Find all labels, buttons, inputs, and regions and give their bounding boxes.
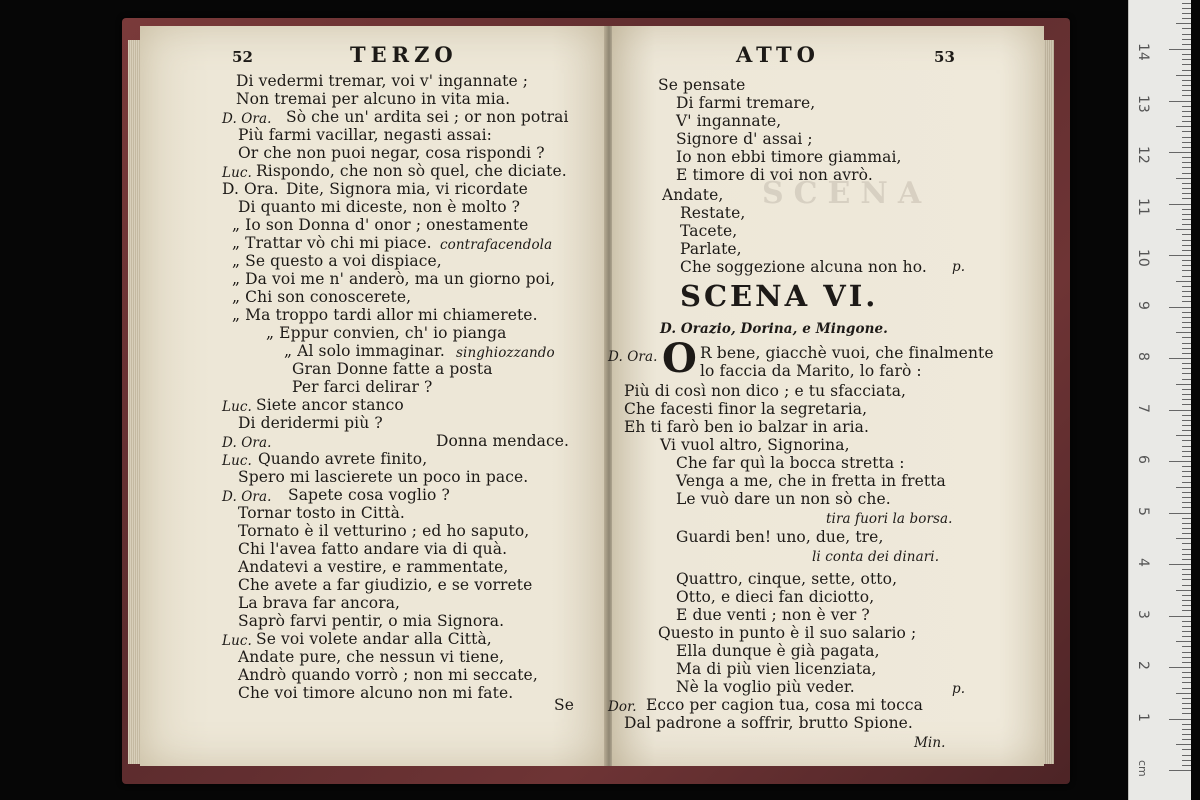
ruler-tick [1182, 59, 1191, 60]
verse-line: Per farci delirar ? [292, 378, 433, 396]
ruler-tick [1169, 770, 1191, 771]
ruler-tick [1176, 590, 1191, 591]
ruler-tick [1169, 461, 1191, 462]
speaker: Luc. [222, 453, 252, 469]
ruler-tick [1182, 54, 1191, 55]
ruler-tick [1182, 574, 1191, 575]
ruler-tick [1182, 708, 1191, 709]
scene-characters: D. Orazio, Dorina, e Mingone. [660, 321, 888, 337]
ruler-tick [1182, 543, 1191, 544]
ruler-tick [1182, 343, 1191, 344]
ruler-tick [1169, 358, 1191, 359]
stage-direction: li conta dei dinari. [812, 549, 940, 565]
verse-line: Di farmi tremare, [676, 94, 816, 112]
verse-line: Sò che un' ardita sei ; or non potrai [286, 108, 569, 126]
ruler-number: 4 [1135, 558, 1151, 567]
verse-line: Questo in punto è il suo salario ; [658, 624, 917, 642]
ruler-tick [1182, 595, 1191, 596]
ruler-tick [1182, 34, 1191, 35]
verse-line: Più farmi vacillar, negasti assai: [238, 126, 492, 144]
ruler-tick [1182, 188, 1191, 189]
verse-line: Andate pure, che nessun vi tiene, [238, 648, 505, 666]
verse-line: La brava far ancora, [238, 594, 401, 612]
ruler-tick [1182, 173, 1191, 174]
ruler-tick [1182, 610, 1191, 611]
ruler-tick [1182, 245, 1191, 246]
ruler-tick [1176, 744, 1191, 745]
ruler-tick [1182, 600, 1191, 601]
verse-line: Siete ancor stanco [256, 396, 404, 414]
ruler-tick [1182, 147, 1191, 148]
ruler-number: 8 [1135, 352, 1151, 361]
catchword: Min. [914, 735, 946, 751]
ruler-tick [1182, 373, 1191, 374]
verse-line: Ecco per cagion tua, cosa mi tocca [646, 696, 923, 714]
ruler-number: 13 [1135, 94, 1151, 113]
ruler-tick [1169, 410, 1191, 411]
verse-line: Spero mi lascierete un poco in pace. [238, 468, 529, 486]
verse-line: „ Eppur convien, ch' io pianga [266, 324, 507, 342]
ruler-number: 11 [1135, 197, 1151, 216]
measuring-ruler [1128, 0, 1191, 800]
ruler-tick [1182, 389, 1191, 390]
ruler-number: 3 [1135, 609, 1151, 619]
parte-mark: p. [952, 259, 966, 275]
ruler-number: 12 [1135, 146, 1151, 164]
ruler-tick [1182, 646, 1191, 647]
ruler-tick [1182, 240, 1191, 241]
ruler-tick [1182, 167, 1191, 168]
ruler-tick [1182, 28, 1191, 29]
ruler-tick [1169, 307, 1191, 308]
verse-line: E timore di voi non avrò. [676, 166, 873, 184]
ruler-tick [1182, 301, 1191, 302]
ruler-tick [1169, 255, 1191, 256]
ruler-number: 10 [1135, 249, 1151, 267]
verse-line: Che soggezione alcuna non ho. [680, 258, 927, 276]
verse-line: Guardi ben! uno, due, tre, [676, 528, 884, 546]
ruler-tick [1182, 224, 1191, 225]
ruler-tick [1182, 657, 1191, 658]
ruler-tick [1176, 435, 1191, 436]
ruler-tick [1182, 497, 1191, 498]
ruler-tick [1169, 719, 1191, 720]
ruler-tick [1182, 652, 1191, 653]
ruler-tick [1182, 121, 1191, 122]
verse-line: Di deridermi più ? [238, 414, 383, 432]
verse-line: Nè la voglio più veder. [676, 678, 855, 696]
ruler-unit: cm [1136, 760, 1149, 777]
verse-line: Tornato è il vetturino ; ed ho saputo, [238, 522, 530, 540]
stage-direction: contrafacendola [440, 237, 553, 253]
verse-line: V' ingannate, [676, 112, 782, 130]
ruler-tick [1182, 430, 1191, 431]
ruler-tick [1182, 662, 1191, 663]
verse-line: Ma di più vien licenziata, [676, 660, 877, 678]
speaker: Luc. [222, 633, 252, 649]
speaker: D. Ora. [222, 489, 272, 505]
verse-line: Di quanto mi diceste, non è molto ? [238, 198, 521, 216]
ruler-tick [1182, 554, 1191, 555]
verse-line: Non tremai per alcuno in vita mia. [236, 90, 511, 108]
verse-line: Gran Donne fatte a posta [292, 360, 493, 378]
verse-line: Le vuò dare un non sò che. [676, 490, 891, 508]
running-head: TERZO [350, 42, 458, 67]
ruler-tick [1176, 75, 1191, 76]
verse-line: Che far quì la bocca stretta : [676, 454, 905, 472]
page-number: 52 [232, 48, 254, 66]
verse-line: „ Ma troppo tardi allor mi chiamerete. [232, 306, 538, 324]
ruler-tick [1169, 616, 1191, 617]
verse-line: „ Chi son conoscerete, [232, 288, 412, 306]
ruler-tick [1176, 487, 1191, 488]
ruler-tick [1182, 492, 1191, 493]
ruler-tick [1182, 734, 1191, 735]
verse-line: Donna mendace. [436, 432, 570, 450]
verse-line: Saprò farvi pentir, o mia Signora. [238, 612, 505, 630]
verse-line: Che voi timore alcuno non mi fate. [238, 684, 514, 702]
ruler-tick [1182, 636, 1191, 637]
verse-line: Che avete a far giudizio, e se vorrete [238, 576, 533, 594]
verse-line: Dite, Signora mia, vi ricordate [286, 180, 528, 198]
verse-line: „ Trattar vò chi mi piace. [232, 234, 432, 252]
verse-line: „ Se questo a voi dispiace, [232, 252, 442, 270]
ruler-tick [1182, 183, 1191, 184]
ruler-tick [1169, 204, 1191, 205]
ruler-tick [1182, 95, 1191, 96]
verse-line: Di vedermi tremar, voi v' ingannate ; [236, 72, 529, 90]
ruler-tick [1182, 569, 1191, 570]
verse-line: Venga a me, che in fretta in fretta [676, 472, 946, 490]
ruler-tick [1182, 276, 1191, 277]
ruler-tick [1182, 337, 1191, 338]
ruler-tick [1182, 585, 1191, 586]
speaker: D. Ora. [608, 349, 658, 365]
verse-line: Andatevi a vestire, e rammentate, [238, 558, 509, 576]
ruler-tick [1182, 322, 1191, 323]
ruler-tick [1182, 440, 1191, 441]
speaker: Luc. [222, 399, 252, 415]
verse-line: R bene, giacchè vuoi, che finalmente [700, 344, 994, 362]
ruler-number: 14 [1135, 43, 1151, 61]
ruler-tick [1182, 270, 1191, 271]
ruler-tick [1182, 682, 1191, 683]
ruler-number: 5 [1135, 506, 1151, 516]
ruler-tick [1176, 126, 1191, 127]
ruler-number: 7 [1135, 403, 1151, 413]
speaker: D. Ora. [222, 180, 279, 198]
ruler-tick [1182, 317, 1191, 318]
ruler-tick [1176, 332, 1191, 333]
ruler-tick [1182, 404, 1191, 405]
ruler-tick [1182, 327, 1191, 328]
ruler-tick [1182, 476, 1191, 477]
ruler-tick [1176, 384, 1191, 385]
ruler-tick [1182, 363, 1191, 364]
ruler-tick [1182, 234, 1191, 235]
ruler-tick [1182, 549, 1191, 550]
verse-line: „ Da voi me n' anderò, ma un giorno poi, [232, 270, 556, 288]
verse-line: Quattro, cinque, sette, otto, [676, 570, 898, 588]
ruler-tick [1169, 564, 1191, 565]
verse-line: Se voi volete andar alla Città, [256, 630, 492, 648]
ruler-tick [1182, 162, 1191, 163]
speaker: D. Ora. [222, 435, 272, 451]
ruler-tick [1182, 116, 1191, 117]
ruler-tick [1182, 415, 1191, 416]
ruler-tick [1182, 3, 1191, 4]
ruler-tick [1182, 528, 1191, 529]
ruler-tick [1176, 538, 1191, 539]
verse-line: Più di così non dico ; e tu sfacciata, [624, 382, 907, 400]
ruler-number: 6 [1135, 455, 1151, 464]
ruler-tick [1182, 250, 1191, 251]
verse-line: Otto, e dieci fan diciotto, [676, 588, 875, 606]
ruler-tick [1182, 80, 1191, 81]
speaker: D. Ora. [222, 111, 272, 127]
ruler-tick [1182, 394, 1191, 395]
ruler-tick [1182, 760, 1191, 761]
verse-line: Parlate, [680, 240, 742, 258]
ruler-tick [1182, 765, 1191, 766]
ruler-number: 1 [1135, 712, 1151, 722]
ruler-tick [1182, 724, 1191, 725]
ruler-tick [1182, 353, 1191, 354]
verse-line: Andrò quando vorrò ; non mi seccate, [238, 666, 538, 684]
ruler-tick [1182, 672, 1191, 673]
ruler-tick [1182, 425, 1191, 426]
verse-line: Se pensate [658, 76, 746, 94]
ruler-tick [1182, 626, 1191, 627]
verse-line: Andate, [662, 186, 724, 204]
ruler-tick [1169, 49, 1191, 50]
ruler-tick [1182, 420, 1191, 421]
ruler-tick [1182, 523, 1191, 524]
ruler-tick [1182, 13, 1191, 14]
ruler-tick [1182, 64, 1191, 65]
ruler-tick [1182, 106, 1191, 107]
show-through-text: SCENA [762, 176, 932, 211]
ruler-tick [1182, 703, 1191, 704]
ruler-tick [1169, 513, 1191, 514]
verse-line: E due venti ; non è ver ? [676, 606, 870, 624]
verse-line: Tacete, [680, 222, 738, 240]
ruler-tick [1176, 281, 1191, 282]
ruler-tick [1182, 265, 1191, 266]
catchword: Se [554, 696, 574, 714]
left-page [140, 26, 608, 766]
drop-cap: O [662, 335, 697, 382]
verse-line: Ella dunque è già pagata, [676, 642, 880, 660]
ruler-tick [1182, 131, 1191, 132]
ruler-tick [1182, 379, 1191, 380]
ruler-tick [1182, 399, 1191, 400]
ruler-tick [1182, 193, 1191, 194]
ruler-tick [1182, 137, 1191, 138]
ruler-tick [1182, 18, 1191, 19]
ruler-tick [1176, 693, 1191, 694]
verse-line: lo faccia da Marito, lo farò : [700, 362, 922, 380]
ruler-tick [1182, 605, 1191, 606]
ruler-tick [1182, 8, 1191, 9]
ruler-tick [1182, 621, 1191, 622]
ruler-tick [1182, 157, 1191, 158]
ruler-tick [1182, 219, 1191, 220]
ruler-tick [1176, 641, 1191, 642]
ruler-tick [1182, 214, 1191, 215]
ruler-tick [1182, 142, 1191, 143]
ruler-tick [1176, 229, 1191, 230]
verse-line: Or che non puoi negar, cosa rispondi ? [238, 144, 545, 162]
verse-line: Quando avrete finito, [258, 450, 428, 468]
verse-line: Tornar tosto in Città. [238, 504, 405, 522]
ruler-tick [1182, 533, 1191, 534]
ruler-tick [1182, 688, 1191, 689]
verse-line: „ Al solo immaginar. [284, 342, 445, 360]
ruler-tick [1182, 446, 1191, 447]
verse-line: Io non ebbi timore giammai, [676, 148, 902, 166]
stage-direction: singhiozzando [456, 345, 555, 361]
ruler-tick [1182, 482, 1191, 483]
right-page [608, 26, 1044, 766]
verse-line: Chi l'avea fatto andare via di quà. [238, 540, 508, 558]
ruler-tick [1182, 559, 1191, 560]
verse-line: Che facesti finor la segretaria, [624, 400, 868, 418]
ruler-tick [1182, 631, 1191, 632]
verse-line: Vi vuol altro, Signorina, [660, 436, 850, 454]
ruler-tick [1182, 713, 1191, 714]
ruler-tick [1182, 44, 1191, 45]
verse-line: Dal padrone a soffrir, brutto Spione. [624, 714, 913, 732]
verse-line: Signore d' assai ; [676, 130, 813, 148]
ruler-tick [1169, 152, 1191, 153]
ruler-tick [1182, 90, 1191, 91]
ruler-tick [1182, 286, 1191, 287]
ruler-tick [1182, 471, 1191, 472]
ruler-tick [1182, 111, 1191, 112]
verse-line: „ Io son Donna d' onor ; onestamente [232, 216, 529, 234]
ruler-tick [1182, 39, 1191, 40]
running-head: ATTO [736, 42, 820, 67]
verse-line: Rispondo, che non sò quel, che diciate. [256, 162, 567, 180]
ruler-tick [1182, 451, 1191, 452]
parte-mark: p. [952, 681, 966, 697]
ruler-tick [1182, 312, 1191, 313]
ruler-tick [1182, 198, 1191, 199]
ruler-tick [1182, 518, 1191, 519]
ruler-tick [1169, 667, 1191, 668]
ruler-tick [1182, 749, 1191, 750]
ruler-tick [1182, 85, 1191, 86]
ruler-tick [1182, 755, 1191, 756]
ruler-tick [1182, 739, 1191, 740]
speaker: Dor. [608, 699, 637, 715]
ruler-tick [1182, 729, 1191, 730]
verse-line: Restate, [680, 204, 746, 222]
ruler-tick [1182, 466, 1191, 467]
ruler-tick [1182, 260, 1191, 261]
ruler-tick [1176, 23, 1191, 24]
ruler-tick [1182, 368, 1191, 369]
ruler-tick [1182, 70, 1191, 71]
ruler-tick [1182, 698, 1191, 699]
ruler-number: 2 [1135, 661, 1151, 670]
ruler-tick [1182, 348, 1191, 349]
ruler-tick [1182, 579, 1191, 580]
ruler-tick [1182, 456, 1191, 457]
ruler-tick [1182, 502, 1191, 503]
verse-line: Eh ti farò ben io balzar in aria. [624, 418, 870, 436]
ruler-tick [1169, 101, 1191, 102]
ruler-tick [1182, 507, 1191, 508]
verse-line: Sapete cosa voglio ? [288, 486, 450, 504]
ruler-tick [1176, 178, 1191, 179]
scene-title: SCENA VI. [680, 279, 879, 313]
ruler-number: 9 [1135, 300, 1151, 310]
speaker: Luc. [222, 165, 252, 181]
page-number: 53 [934, 48, 956, 66]
stage-direction: tira fuori la borsa. [826, 511, 953, 527]
ruler-tick [1182, 291, 1191, 292]
ruler-tick [1182, 677, 1191, 678]
ruler-tick [1182, 209, 1191, 210]
ruler-tick [1182, 296, 1191, 297]
